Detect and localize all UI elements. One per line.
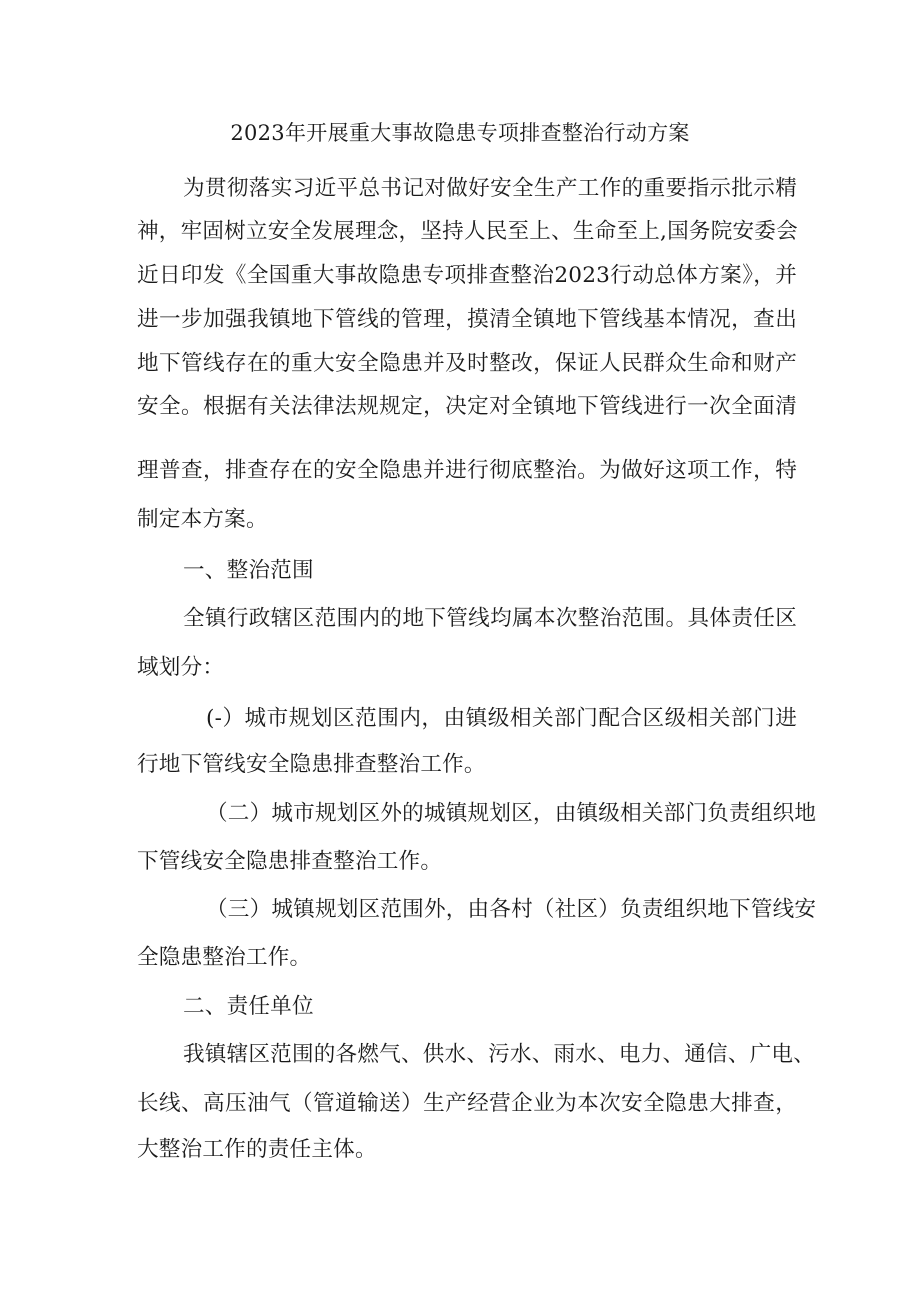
paragraph-line: 大整治工作的责任主体。 xyxy=(137,1137,377,1162)
paragraph-line: 地下管线存在的重大安全隐患并及时整改，保证人民群众生命和财产 xyxy=(137,351,797,376)
paragraph-line: 安全。根据有关法律法规规定，决定对全镇地下管线进行一次全面清 xyxy=(137,394,797,419)
paragraph-line: 近日印发《全国重大事故隐患专项排查整治2023行动总体方案》，并 xyxy=(137,263,797,288)
paragraph-line: 全镇行政辖区范围内的地下管线均属本次整治范围。具体责任区 xyxy=(183,606,797,631)
paragraph-line: （二）城市规划区外的城镇规划区，由镇级相关部门负责组织地 xyxy=(206,801,817,826)
section-heading: 二、责任单位 xyxy=(183,994,314,1019)
section-heading: 一、整治范围 xyxy=(183,558,314,583)
paragraph-line: （三）城镇规划区范围外，由各村（社区）负责组织地下管线安 xyxy=(206,897,817,922)
paragraph-line: 理普查，排查存在的安全隐患并进行彻底整治。为做好这项工作，特 xyxy=(137,458,797,483)
paragraph-line: 我镇辖区范围的各燃气、供水、污水、雨水、电力、通信、广电、 xyxy=(183,1042,816,1067)
paragraph-line: 全隐患整治工作。 xyxy=(137,945,312,970)
paragraph-line: 神，牢固树立安全发展理念，坚持人民至上、生命至上,国务院安委会 xyxy=(137,219,798,244)
paragraph-line: 进一步加强我镇地下管线的管理，摸清全镇地下管线基本情况，查出 xyxy=(137,307,797,332)
document-title: 2023年开展重大事故隐患专项排查整治行动方案 xyxy=(230,121,690,145)
paragraph-line: 行地下管线安全隐患排查整治工作。 xyxy=(137,752,486,777)
paragraph-line: 长线、高压油气（管道输送）生产经营企业为本次安全隐患大排查， xyxy=(137,1091,797,1116)
paragraph-line: (-）城市规划区范围内，由镇级相关部门配合区级相关部门进 xyxy=(206,706,797,731)
paragraph-line: 下管线安全隐患排查整治工作。 xyxy=(137,849,443,874)
paragraph-line: 域划分： xyxy=(137,655,225,680)
paragraph-line: 为贯彻落实习近平总书记对做好安全生产工作的重要指示批示精 xyxy=(183,176,797,201)
paragraph-line: 制定本方案。 xyxy=(137,507,268,532)
